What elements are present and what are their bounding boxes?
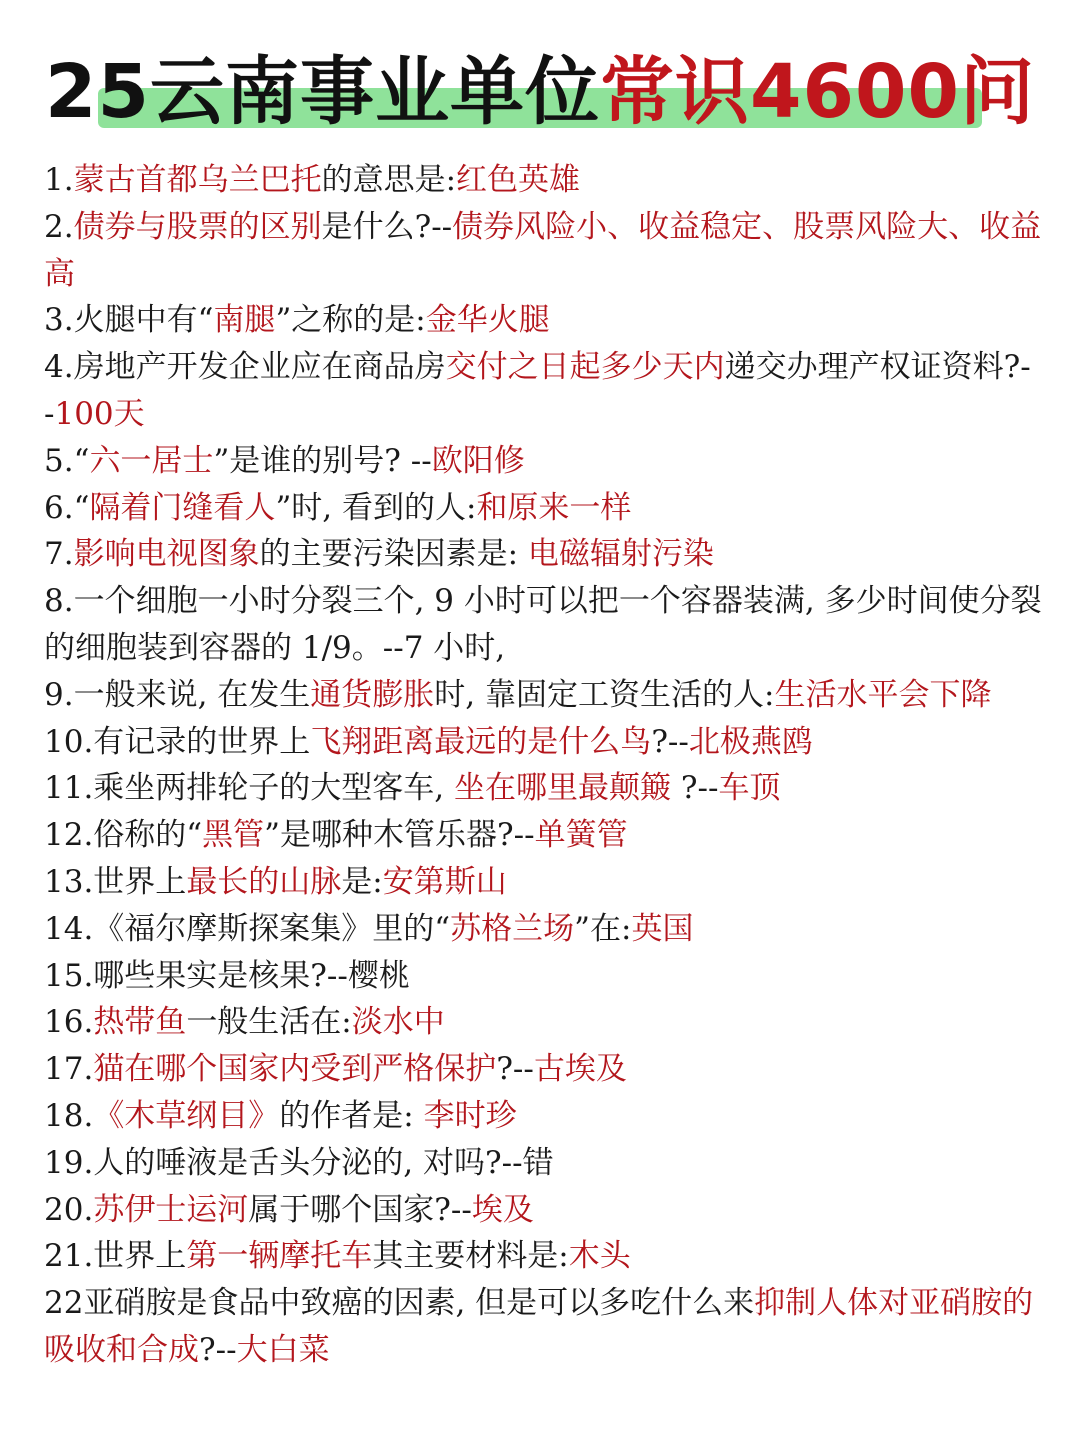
highlighted-text: 车顶 (718, 770, 781, 807)
plain-text: 时, 靠固定工资生活的人: (434, 676, 775, 713)
highlighted-text: 单簧管 (534, 817, 628, 854)
highlighted-text: 100天 (54, 395, 145, 432)
highlighted-text: 抑制人体对亚硝胺的吸收和合成 (44, 1285, 1034, 1368)
plain-text: 其主要材料是: (372, 1238, 569, 1275)
highlighted-text: 电磁辐射污染 (527, 536, 714, 573)
title-accent: 常识4600问 (600, 49, 1035, 135)
highlighted-text: 欧阳修 (431, 442, 525, 479)
highlighted-text: 李时珍 (423, 1097, 517, 1134)
highlighted-text: 木头 (568, 1238, 631, 1275)
highlighted-text: 南腿 (213, 302, 276, 339)
plain-text: 一般生活在: (186, 1004, 352, 1041)
question-item (44, 906, 1044, 953)
question-item (44, 719, 1044, 766)
highlighted-text: 《木草纲目》 (93, 1097, 280, 1134)
plain-text: 11.乘坐两排轮子的大型客车, (44, 770, 455, 807)
question-item (44, 438, 1044, 485)
highlighted-text: 苏伊士运河 (93, 1191, 249, 1228)
plain-text: ”是哪种木管乐器?-- (264, 817, 535, 854)
plain-text: ?-- (199, 1331, 237, 1368)
highlighted-text: 蒙古首都乌兰巴托 (73, 162, 322, 198)
highlighted-text: 埃及 (471, 1191, 534, 1228)
question-list (44, 157, 1044, 1374)
plain-text: 16. (44, 1004, 94, 1041)
highlighted-text: 债券风险小、收益稳定、股票风险大、收益高 (44, 208, 1042, 292)
highlighted-text: 坐在哪里最颠簸 (454, 770, 672, 807)
question-item (44, 1233, 1044, 1280)
question-item (44, 1140, 1044, 1187)
highlighted-text: 北极燕鸥 (688, 723, 813, 760)
plain-text: ?-- (496, 1051, 534, 1088)
question-item (44, 531, 1044, 578)
plain-text: 1. (44, 162, 74, 198)
plain-text: 4.房地产开发企业应在商品房 (44, 349, 446, 386)
plain-text: ”时, 看到的人: (275, 489, 477, 526)
plain-text: 属于哪个国家?-- (248, 1191, 472, 1228)
question-item (44, 297, 1044, 344)
question-item (44, 204, 1044, 298)
plain-text: 21.世界上 (44, 1238, 187, 1275)
highlighted-text: 淡水中 (351, 1004, 445, 1041)
highlighted-text: 热带鱼 (93, 1004, 187, 1041)
highlighted-text: 影响电视图象 (73, 536, 260, 573)
plain-text: 3.火腿中有“ (44, 302, 214, 339)
highlighted-text: 债券与股票的区别 (73, 208, 322, 245)
plain-text: ?-- (671, 770, 719, 807)
plain-text: 的作者是: (279, 1097, 424, 1134)
highlighted-text: 交付之日起多少天内 (445, 349, 725, 386)
question-item (44, 672, 1044, 719)
highlighted-text: 最长的山脉 (186, 863, 342, 900)
highlighted-text: 金华火腿 (425, 302, 550, 339)
plain-text: 18. (44, 1097, 94, 1134)
plain-text: 的主要污染因素是: (259, 536, 528, 573)
question-item (44, 157, 1044, 204)
plain-text: 17. (44, 1051, 94, 1088)
plain-text: 10.有记录的世界上 (44, 723, 311, 760)
question-item (44, 1046, 1044, 1093)
highlighted-text: 飞翔距离最远的是什么鸟 (310, 723, 652, 760)
plain-text: 22亚硝胺是食品中致癌的因素, 但是可以多吃什么来 (44, 1285, 755, 1322)
plain-text: 是: (341, 863, 383, 900)
question-item (44, 765, 1044, 812)
plain-text: 12.俗称的“ (44, 817, 203, 854)
plain-text: 8.一个细胞一小时分裂三个, 9 小时可以把一个容器装满, 多少时间使分裂的细胞装到容器的 1/9。--7 小时, (44, 583, 1042, 666)
plain-text: 15.哪些果实是核果?--樱桃 (44, 957, 410, 994)
highlighted-text: 古埃及 (533, 1051, 627, 1088)
highlighted-text: 苏格兰场 (450, 910, 575, 947)
question-item (44, 485, 1044, 532)
highlighted-text: 六一居士 (89, 442, 214, 479)
page-title (45, 42, 1035, 142)
highlighted-text: 黑管 (202, 817, 265, 854)
plain-text: 20. (44, 1191, 94, 1228)
question-item (44, 999, 1044, 1046)
plain-text: 9.一般来说, 在发生 (44, 676, 311, 713)
plain-text: 是什么?-- (321, 208, 453, 245)
plain-text: ”之称的是: (275, 302, 426, 339)
plain-text: 19.人的唾液是舌头分泌的, 对吗?--错 (44, 1144, 554, 1181)
title-area (0, 42, 1080, 142)
highlighted-text: 生活水平会下降 (774, 676, 992, 713)
plain-text: 5.“ (44, 442, 90, 479)
plain-text: 2. (44, 208, 74, 245)
plain-text: 7. (44, 536, 74, 573)
highlighted-text: 猫在哪个国家内受到严格保护 (93, 1051, 497, 1088)
question-item (44, 812, 1044, 859)
question-item (44, 1280, 1044, 1374)
plain-text: ?-- (651, 723, 689, 760)
highlighted-text: 大白菜 (236, 1331, 330, 1368)
highlighted-text: 隔着门缝看人 (89, 489, 276, 526)
plain-text: ”在: (574, 910, 632, 947)
question-item (44, 953, 1044, 1000)
question-item (44, 578, 1044, 672)
plain-text: 的意思是: (321, 162, 457, 198)
highlighted-text: 第一辆摩托车 (186, 1238, 373, 1275)
highlighted-text: 英国 (631, 910, 694, 947)
highlighted-text: 红色英雄 (456, 162, 581, 198)
question-item (44, 859, 1044, 906)
highlighted-text: 安第斯山 (382, 863, 507, 900)
title-main: 25云南事业单位 (45, 49, 600, 135)
highlighted-text: 通货膨胀 (310, 676, 435, 713)
highlighted-text: 和原来一样 (476, 489, 632, 526)
plain-text: 14.《福尔摩斯探案集》里的“ (44, 910, 451, 947)
plain-text: ”是谁的别号? -- (213, 442, 432, 479)
plain-text: 递交办理产权证资料?-- (44, 349, 1031, 432)
plain-text: 13.世界上 (44, 863, 187, 900)
plain-text: 6.“ (44, 489, 90, 526)
question-item (44, 1187, 1044, 1234)
question-item (44, 344, 1044, 438)
question-item (44, 1093, 1044, 1140)
